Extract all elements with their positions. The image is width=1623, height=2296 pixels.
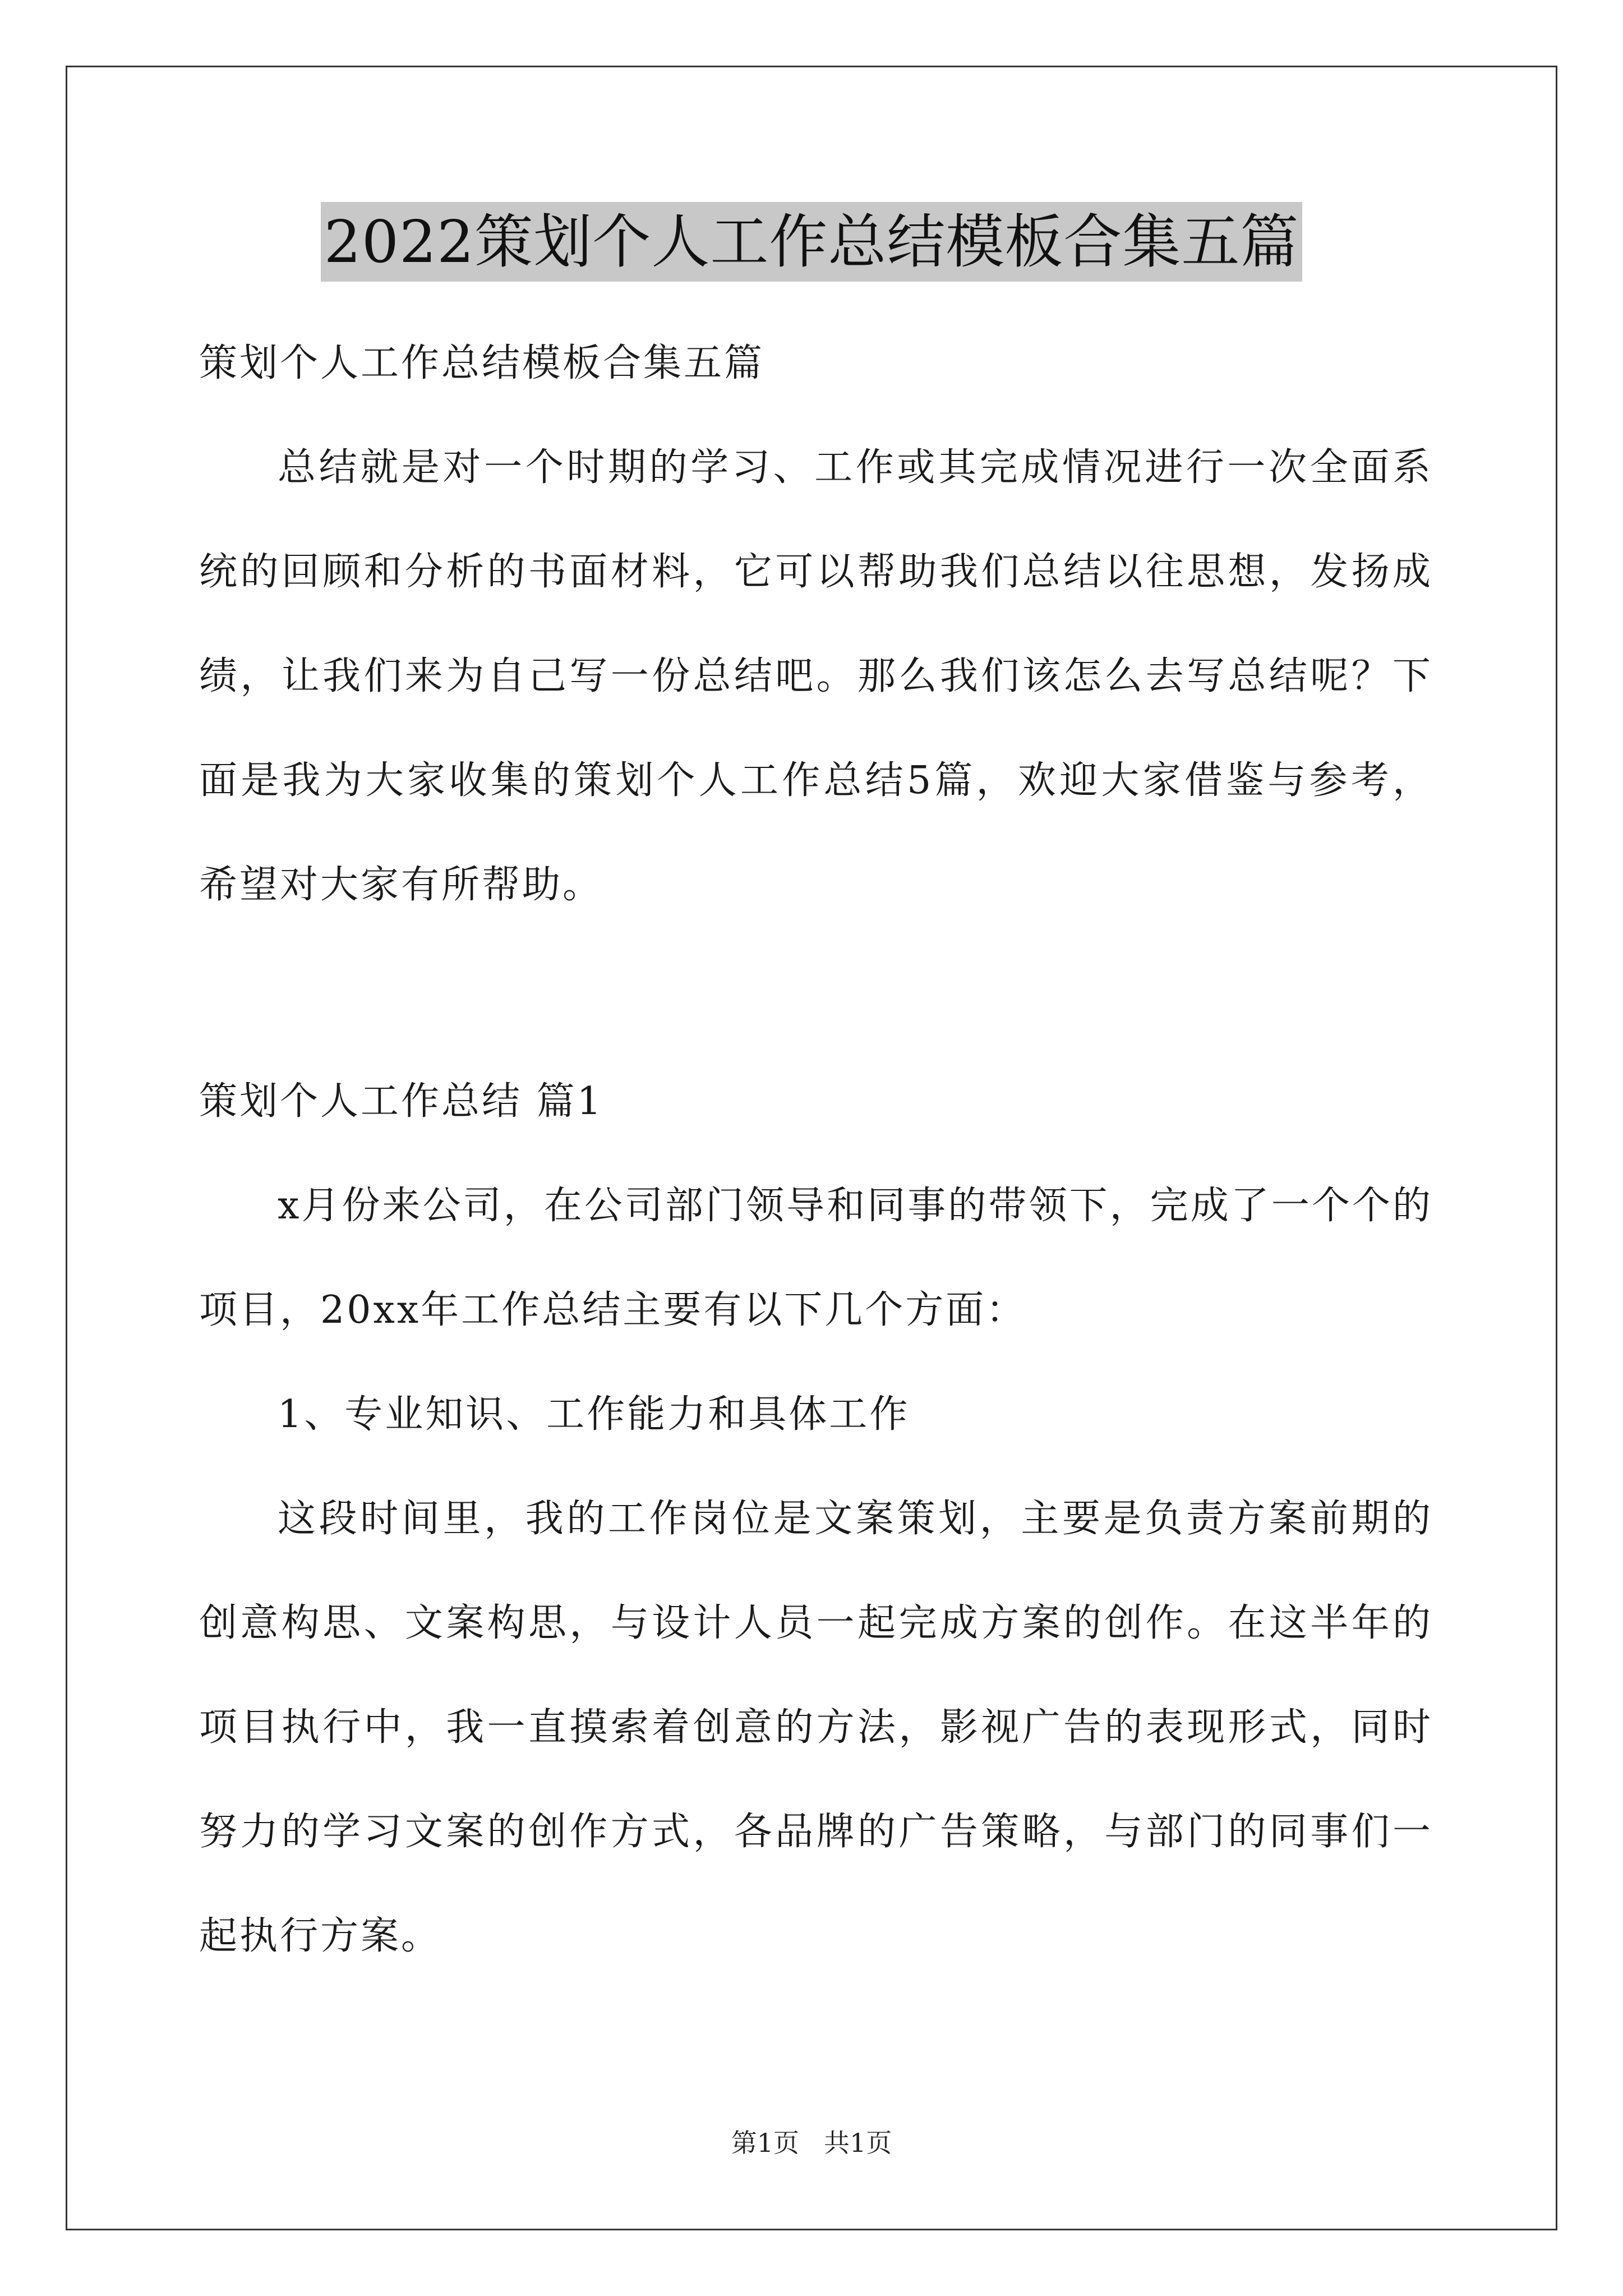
document-subtitle: 策划个人工作总结模板合集五篇 [199, 341, 765, 385]
document-body [199, 311, 1433, 1989]
section-heading: 策划个人工作总结 篇1 [199, 1079, 603, 1124]
section-gap [199, 937, 1433, 1050]
page-footer [0, 2126, 1623, 2160]
title-container [0, 202, 1623, 282]
intro-paragraph: 总结就是对一个时期的学习、工作或其完成情况进行一次全面系统的回顾和分析的书面材料，它可以帮助我们总结以往思想，发扬成绩，让我们来为自己写一份总结吧。那么我们该怎么去写总结呢？下面是我为大家收集的策划个人工作总结5篇，欢迎大家借鉴与参考，希望对大家有所帮助。 [199, 445, 1433, 907]
list-heading: 1、专业知识、工作能力和具体工作 [278, 1392, 910, 1437]
body-paragraph: x月份来公司，在公司部门领导和同事的带领下，完成了一个个的项目，20xx年工作总结主要有以下几个方面： [199, 1184, 1433, 1332]
page-number: 第1页 [731, 2128, 799, 2158]
page-total: 共1页 [824, 2128, 892, 2158]
document-title: 2022策划个人工作总结模板合集五篇 [321, 202, 1303, 282]
body-paragraph: 这段时间里，我的工作岗位是文案策划，主要是负责方案前期的创意构思、文案构思，与设计人员一起完成方案的创作。在这半年的项目执行中，我一直摸索着创意的方法，影视广告的表现形式，同时努力的学习文案的创作方式，各品牌的广告策略，与部门的同事们一起执行方案。 [199, 1497, 1433, 1958]
